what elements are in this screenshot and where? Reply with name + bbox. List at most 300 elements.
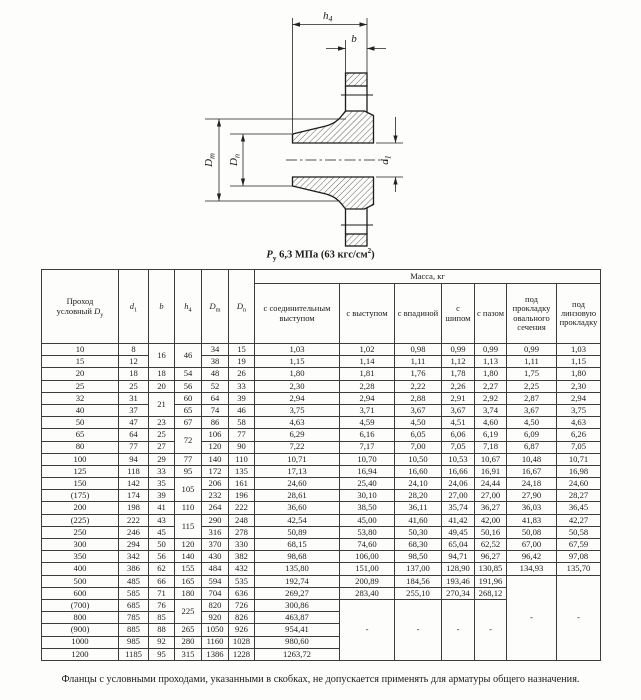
table-cell: 161 bbox=[229, 478, 255, 490]
table-cell: 0,99 bbox=[507, 344, 557, 356]
table-cell: 330 bbox=[229, 539, 255, 551]
mass-col-header-groove: с пазом bbox=[475, 284, 507, 344]
table-cell: 316 bbox=[202, 526, 229, 538]
table-cell: 485 bbox=[119, 575, 149, 587]
table-cell: 18 bbox=[119, 368, 149, 380]
table-cell: 41,83 bbox=[507, 514, 557, 526]
table-cell: 926 bbox=[229, 624, 255, 636]
table-cell: 10,71 bbox=[255, 453, 340, 465]
table-cell: 17,13 bbox=[255, 465, 340, 477]
table-cell: 42,54 bbox=[255, 514, 340, 526]
table-cell: 43 bbox=[149, 514, 175, 526]
table-cell: 106 bbox=[202, 429, 229, 441]
table-cell: 342 bbox=[119, 551, 149, 563]
table-cell: 3,71 bbox=[340, 404, 395, 416]
table-cell: 1,75 bbox=[507, 368, 557, 380]
table-cell: 6,06 bbox=[442, 429, 475, 441]
table-cell: 174 bbox=[119, 490, 149, 502]
table-cell: 24,10 bbox=[395, 478, 442, 490]
table-cell: 120 bbox=[175, 539, 202, 551]
table-cell: 60 bbox=[175, 392, 202, 404]
table-cell: 24,44 bbox=[475, 478, 507, 490]
table-cell: 92 bbox=[149, 636, 175, 648]
table-cell: 94 bbox=[119, 453, 149, 465]
table-cell: 3,67 bbox=[442, 404, 475, 416]
table-cell: 1,14 bbox=[340, 356, 395, 368]
table-row bbox=[42, 368, 601, 380]
table-cell: 704 bbox=[202, 587, 229, 599]
table-cell: 110 bbox=[229, 453, 255, 465]
table-cell: (225) bbox=[42, 514, 119, 526]
table-cell: 140 bbox=[202, 453, 229, 465]
table-cell: 48 bbox=[202, 368, 229, 380]
table-cell: 430 bbox=[202, 551, 229, 563]
table-cell: 31 bbox=[119, 392, 149, 404]
table-row bbox=[42, 526, 601, 538]
footnote-text: Фланцы с условными проходами, указанными в скобках, не допускается применять для арматуры общего назначения. bbox=[61, 674, 580, 685]
table-cell: 206 bbox=[202, 478, 229, 490]
table-cell: 23 bbox=[149, 417, 175, 429]
table-cell: 7,18 bbox=[475, 441, 507, 453]
pressure-caption: $Р_у$ 6,3 МПа (63 кгс/$см^2$) bbox=[266, 247, 375, 263]
table-cell: 72 bbox=[175, 429, 202, 453]
table-cell: 386 bbox=[119, 563, 149, 575]
table-cell: 28,27 bbox=[557, 490, 601, 502]
table-cell: 268,12 bbox=[475, 587, 507, 599]
table-cell: 46 bbox=[229, 404, 255, 416]
table-cell: - bbox=[507, 575, 557, 660]
table-cell: 2,30 bbox=[557, 380, 601, 392]
table-cell: 74,60 bbox=[340, 539, 395, 551]
flange-body bbox=[293, 73, 374, 246]
table-cell: 3,75 bbox=[255, 404, 340, 416]
col-header-b: b bbox=[149, 270, 175, 344]
table-cell: 142 bbox=[119, 478, 149, 490]
table-cell: 10,48 bbox=[507, 453, 557, 465]
table-cell: 49,45 bbox=[442, 526, 475, 538]
table-cell: 27 bbox=[149, 441, 175, 453]
table-cell: 140 bbox=[175, 551, 202, 563]
table-cell: 1228 bbox=[229, 648, 255, 660]
table-cell: 58 bbox=[229, 417, 255, 429]
table-cell: 24,06 bbox=[442, 478, 475, 490]
table-cell: 50,89 bbox=[255, 526, 340, 538]
table-cell: 2,94 bbox=[557, 392, 601, 404]
table-cell: 20 bbox=[42, 368, 119, 380]
table-cell: 42,27 bbox=[557, 514, 601, 526]
h4-label: $h_4$ bbox=[323, 10, 333, 24]
table-cell: 685 bbox=[119, 599, 149, 611]
table-cell: 18 bbox=[149, 368, 175, 380]
table-cell: 33 bbox=[149, 465, 175, 477]
table-cell: 1,03 bbox=[557, 344, 601, 356]
table-cell: 7,00 bbox=[395, 441, 442, 453]
table-cell: 47 bbox=[119, 417, 149, 429]
table-cell: 484 bbox=[202, 563, 229, 575]
table-cell: 2,92 bbox=[475, 392, 507, 404]
table-cell: 30,10 bbox=[340, 490, 395, 502]
table-row bbox=[42, 344, 601, 356]
table-cell: 20 bbox=[149, 380, 175, 392]
table-cell: 370 bbox=[202, 539, 229, 551]
hub-lower-section bbox=[293, 177, 374, 209]
table-cell: 0,99 bbox=[442, 344, 475, 356]
table-cell: 64 bbox=[119, 429, 149, 441]
table-cell: 820 bbox=[202, 599, 229, 611]
table-cell: (175) bbox=[42, 490, 119, 502]
table-cell: 67,59 bbox=[557, 539, 601, 551]
table-cell: 36,60 bbox=[255, 502, 340, 514]
table-row bbox=[42, 380, 601, 392]
table-cell: 350 bbox=[42, 551, 119, 563]
table-row bbox=[42, 490, 601, 502]
table-cell: 1160 bbox=[202, 636, 229, 648]
col-header-h4: $h_4$ bbox=[175, 270, 202, 344]
table-cell: 16,98 bbox=[557, 465, 601, 477]
table-cell: 41,42 bbox=[442, 514, 475, 526]
table-cell: 2,30 bbox=[255, 380, 340, 392]
table-cell: 137,00 bbox=[395, 563, 442, 575]
table-cell: 62,52 bbox=[475, 539, 507, 551]
table-cell: 50,58 bbox=[557, 526, 601, 538]
table-cell: (700) bbox=[42, 599, 119, 611]
table-cell: 56 bbox=[175, 380, 202, 392]
table-cell: 800 bbox=[42, 612, 119, 624]
table-cell: 15 bbox=[229, 344, 255, 356]
table-cell: 2,87 bbox=[507, 392, 557, 404]
table-cell: 106,00 bbox=[340, 551, 395, 563]
table-cell: 500 bbox=[42, 575, 119, 587]
table-cell: 36,27 bbox=[475, 502, 507, 514]
table-cell: 80 bbox=[42, 441, 119, 453]
table-cell: 35 bbox=[149, 478, 175, 490]
table-cell: 62 bbox=[149, 563, 175, 575]
table-cell: 16,66 bbox=[442, 465, 475, 477]
table-row bbox=[42, 453, 601, 465]
table-cell: 726 bbox=[229, 599, 255, 611]
table-cell: 32 bbox=[42, 392, 119, 404]
col-header-dm: $D_m$ bbox=[202, 270, 229, 344]
table-cell: 25,40 bbox=[340, 478, 395, 490]
table-cell: 67,00 bbox=[507, 539, 557, 551]
table-cell: 2,26 bbox=[442, 380, 475, 392]
table-cell: 24,60 bbox=[557, 478, 601, 490]
table-cell: 1,81 bbox=[340, 368, 395, 380]
table-cell: 2,94 bbox=[255, 392, 340, 404]
table-cell: 191,96 bbox=[475, 575, 507, 587]
table-cell: 200 bbox=[42, 502, 119, 514]
table-cell: 41 bbox=[149, 502, 175, 514]
table-cell: 300 bbox=[42, 539, 119, 551]
table-cell: 16,67 bbox=[507, 465, 557, 477]
table-cell: 36,11 bbox=[395, 502, 442, 514]
table-cell: 96,27 bbox=[475, 551, 507, 563]
table-cell: 155 bbox=[175, 563, 202, 575]
table-cell: 269,27 bbox=[255, 587, 340, 599]
table-cell: 6,05 bbox=[395, 429, 442, 441]
table-cell: 98,68 bbox=[255, 551, 340, 563]
table-cell: 4,63 bbox=[255, 417, 340, 429]
table-cell: 28,61 bbox=[255, 490, 340, 502]
mass-col-header-oval-gasket: под прокладку овального сечения bbox=[507, 284, 557, 344]
table-cell: 90 bbox=[229, 441, 255, 453]
mass-group-header: Масса, кг bbox=[255, 270, 601, 284]
table-cell: 180 bbox=[175, 587, 202, 599]
table-cell: 16,91 bbox=[475, 465, 507, 477]
col-header-dy: Проход условный $D_у$ bbox=[42, 270, 119, 344]
table-cell: 134,93 bbox=[507, 563, 557, 575]
table-cell: 2,22 bbox=[395, 380, 442, 392]
table-cell: 50 bbox=[149, 539, 175, 551]
table-row bbox=[42, 417, 601, 429]
table-cell: 6,87 bbox=[507, 441, 557, 453]
table-cell: (900) bbox=[42, 624, 119, 636]
mass-col-header-recess: с впадиной bbox=[395, 284, 442, 344]
table-cell: 1,11 bbox=[395, 356, 442, 368]
table-cell: 300,86 bbox=[255, 599, 340, 611]
table-cell: 125 bbox=[42, 465, 119, 477]
table-cell: 130,85 bbox=[475, 563, 507, 575]
table-cell: 1,78 bbox=[442, 368, 475, 380]
table-cell: 382 bbox=[229, 551, 255, 563]
table-cell: 88 bbox=[149, 624, 175, 636]
table-cell: 980,60 bbox=[255, 636, 340, 648]
table-cell: 27,00 bbox=[475, 490, 507, 502]
table-cell: 1,80 bbox=[475, 368, 507, 380]
flange-section-drawing bbox=[0, 0, 641, 264]
col-header-d1: $d_1$ bbox=[119, 270, 149, 344]
table-row bbox=[42, 429, 601, 441]
table-cell: 8 bbox=[119, 344, 149, 356]
table-cell: 76 bbox=[149, 599, 175, 611]
table-cell: 15 bbox=[42, 356, 119, 368]
table-cell: 283,40 bbox=[340, 587, 395, 599]
table-cell: 97,08 bbox=[557, 551, 601, 563]
table-row bbox=[42, 575, 601, 587]
dn-label: $D_n$ bbox=[228, 154, 242, 166]
table-cell: 42,00 bbox=[475, 514, 507, 526]
table-cell: 6,19 bbox=[475, 429, 507, 441]
table-cell: 10,53 bbox=[442, 453, 475, 465]
table-cell: 1263,72 bbox=[255, 648, 340, 660]
table-cell: 4,59 bbox=[340, 417, 395, 429]
table-cell: 10,70 bbox=[340, 453, 395, 465]
table-cell: 85 bbox=[149, 612, 175, 624]
table-cell: 250 bbox=[42, 526, 119, 538]
table-cell: 46 bbox=[175, 344, 202, 368]
table-row bbox=[42, 392, 601, 404]
table-cell: 4,50 bbox=[395, 417, 442, 429]
table-cell: 39 bbox=[149, 490, 175, 502]
table-cell: 27,90 bbox=[507, 490, 557, 502]
table-cell: 222 bbox=[119, 514, 149, 526]
table-cell: 1,15 bbox=[557, 356, 601, 368]
table-cell: 95 bbox=[149, 648, 175, 660]
table-cell: 25 bbox=[42, 380, 119, 392]
table-cell: 184,56 bbox=[395, 575, 442, 587]
table-cell: 785 bbox=[119, 612, 149, 624]
table-cell: 120 bbox=[202, 441, 229, 453]
table-cell: 118 bbox=[119, 465, 149, 477]
table-cell: 50,30 bbox=[395, 526, 442, 538]
table-cell: 36,45 bbox=[557, 502, 601, 514]
table-cell: - bbox=[442, 599, 475, 660]
table-cell: 198 bbox=[119, 502, 149, 514]
table-cell: 1,03 bbox=[255, 344, 340, 356]
table-cell: 54 bbox=[175, 368, 202, 380]
table-row bbox=[42, 465, 601, 477]
table-cell: 6,26 bbox=[557, 429, 601, 441]
table-cell: 12 bbox=[119, 356, 149, 368]
table-cell: 21 bbox=[149, 392, 175, 416]
table-cell: - bbox=[557, 575, 601, 660]
table-cell: 172 bbox=[202, 465, 229, 477]
table-cell: 826 bbox=[229, 612, 255, 624]
table-cell: 7,05 bbox=[557, 441, 601, 453]
table-cell: 920 bbox=[202, 612, 229, 624]
table-cell: 4,63 bbox=[557, 417, 601, 429]
table-cell: 65,04 bbox=[442, 539, 475, 551]
table-cell: 33 bbox=[229, 380, 255, 392]
table-cell: 222 bbox=[229, 502, 255, 514]
table-cell: 264 bbox=[202, 502, 229, 514]
table-cell: 86 bbox=[202, 417, 229, 429]
table-cell: 4,50 bbox=[507, 417, 557, 429]
table-cell: 594 bbox=[202, 575, 229, 587]
mass-col-header-ledge: с выступом bbox=[340, 284, 395, 344]
table-cell: 3,75 bbox=[557, 404, 601, 416]
table-cell: 96,42 bbox=[507, 551, 557, 563]
table-cell: 100 bbox=[42, 453, 119, 465]
table-cell: 463,87 bbox=[255, 612, 340, 624]
table-cell: 7,05 bbox=[442, 441, 475, 453]
table-cell: 151,00 bbox=[340, 563, 395, 575]
table-cell: 2,27 bbox=[475, 380, 507, 392]
table-cell: 45,00 bbox=[340, 514, 395, 526]
table-cell: 45 bbox=[149, 526, 175, 538]
table-cell: 19 bbox=[229, 356, 255, 368]
table-row bbox=[42, 551, 601, 563]
b-label: b bbox=[351, 33, 357, 45]
table-body bbox=[42, 344, 601, 661]
table-cell: 52 bbox=[202, 380, 229, 392]
table-cell: 56 bbox=[149, 551, 175, 563]
table-cell: 74 bbox=[202, 404, 229, 416]
table-cell: 225 bbox=[175, 599, 202, 623]
table-cell: 2,25 bbox=[507, 380, 557, 392]
table-cell: 28,20 bbox=[395, 490, 442, 502]
table-cell: 255,10 bbox=[395, 587, 442, 599]
table-cell: 1,12 bbox=[442, 356, 475, 368]
table-cell: 115 bbox=[175, 514, 202, 538]
table-cell: 41,60 bbox=[395, 514, 442, 526]
table-cell: 7,22 bbox=[255, 441, 340, 453]
table-cell: 10 bbox=[42, 344, 119, 356]
table-cell: 6,29 bbox=[255, 429, 340, 441]
table-cell: 270,34 bbox=[442, 587, 475, 599]
mass-col-header-connecting-ledge: с соединительным выступом bbox=[255, 284, 340, 344]
table-cell: 265 bbox=[175, 624, 202, 636]
flange-rim-bottom-section bbox=[346, 234, 368, 246]
table-cell: 1,76 bbox=[395, 368, 442, 380]
table-cell: 1200 bbox=[42, 648, 119, 660]
table-cell: 196 bbox=[229, 490, 255, 502]
dimension-d1 bbox=[376, 117, 403, 192]
table-cell: 64 bbox=[202, 392, 229, 404]
table-cell: 65 bbox=[175, 404, 202, 416]
table-cell: 294 bbox=[119, 539, 149, 551]
d1-label: $d_1$ bbox=[379, 155, 393, 165]
table-cell: 192,74 bbox=[255, 575, 340, 587]
table-cell: 26 bbox=[229, 368, 255, 380]
table-cell: 50,08 bbox=[507, 526, 557, 538]
table-row bbox=[42, 502, 601, 514]
table-cell: 105 bbox=[175, 478, 202, 502]
table-cell: 98,50 bbox=[395, 551, 442, 563]
table-cell: 6,09 bbox=[507, 429, 557, 441]
table-row bbox=[42, 539, 601, 551]
table-cell: 25 bbox=[149, 429, 175, 441]
table-cell: 0,99 bbox=[475, 344, 507, 356]
table-cell: 150 bbox=[42, 478, 119, 490]
table-cell: 1028 bbox=[229, 636, 255, 648]
table-cell: 40 bbox=[42, 404, 119, 416]
table-cell: 432 bbox=[229, 563, 255, 575]
table-cell: 27,00 bbox=[442, 490, 475, 502]
table-cell: 3,74 bbox=[475, 404, 507, 416]
table-cell: 3,67 bbox=[395, 404, 442, 416]
table-cell: 135,70 bbox=[557, 563, 601, 575]
table-cell: 2,94 bbox=[340, 392, 395, 404]
table-cell: 24,18 bbox=[507, 478, 557, 490]
col-header-dn: $D_n$ bbox=[229, 270, 255, 344]
table-cell: 10,71 bbox=[557, 453, 601, 465]
table-row bbox=[42, 441, 601, 453]
table-cell: 1185 bbox=[119, 648, 149, 660]
table-cell: 636 bbox=[229, 587, 255, 599]
table-cell: 16 bbox=[149, 344, 175, 368]
table-cell: - bbox=[475, 599, 507, 660]
table-cell: 7,17 bbox=[340, 441, 395, 453]
table-cell: 50 bbox=[42, 417, 119, 429]
table-cell: 10,67 bbox=[475, 453, 507, 465]
table-cell: 535 bbox=[229, 575, 255, 587]
table-cell: 246 bbox=[119, 526, 149, 538]
table-cell: 1,80 bbox=[557, 368, 601, 380]
table-cell: 278 bbox=[229, 526, 255, 538]
table-cell: 232 bbox=[202, 490, 229, 502]
table-cell: 38 bbox=[202, 356, 229, 368]
hub-upper-section bbox=[293, 111, 374, 143]
table-cell: 50,16 bbox=[475, 526, 507, 538]
table-cell: 2,91 bbox=[442, 392, 475, 404]
table-row bbox=[42, 514, 601, 526]
table-cell: 2,88 bbox=[395, 392, 442, 404]
table-cell: 36,03 bbox=[507, 502, 557, 514]
table-cell: 67 bbox=[175, 417, 202, 429]
mass-col-header-lens-gasket: под линзовую прокладку bbox=[557, 284, 601, 344]
table-cell: 248 bbox=[229, 514, 255, 526]
table-cell: 77 bbox=[119, 441, 149, 453]
table-cell: 135 bbox=[229, 465, 255, 477]
table-cell: 2,28 bbox=[340, 380, 395, 392]
table-cell: 94,71 bbox=[442, 551, 475, 563]
table-cell: 77 bbox=[229, 429, 255, 441]
table-cell: 16,94 bbox=[340, 465, 395, 477]
table-cell: 25 bbox=[119, 380, 149, 392]
table-cell: 71 bbox=[149, 587, 175, 599]
table-cell: 110 bbox=[175, 502, 202, 514]
